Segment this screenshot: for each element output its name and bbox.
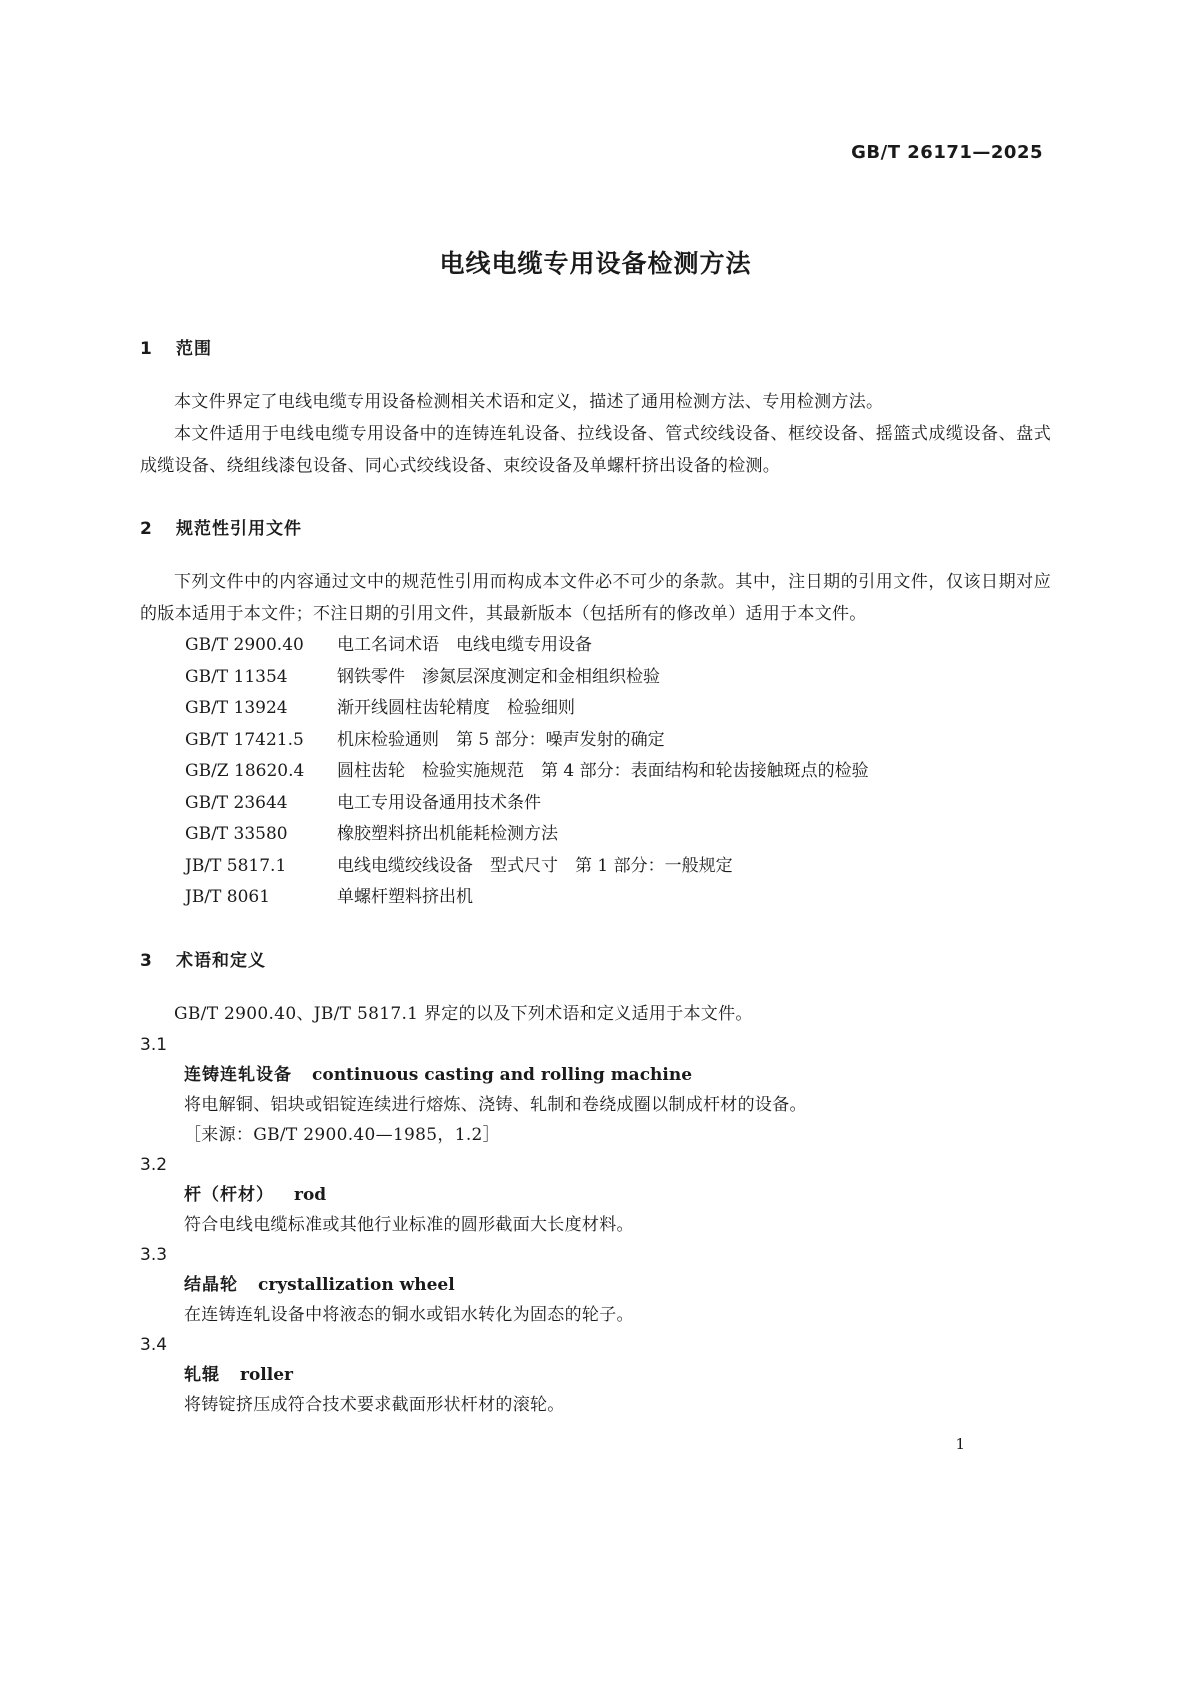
reference-item bbox=[140, 630, 1051, 662]
term-number: 3.4 bbox=[140, 1334, 168, 1355]
term-entry bbox=[140, 1240, 1051, 1330]
scope-paragraph: 本文件适用于电线电缆专用设备中的连铸连轧设备、拉线设备、管式绞线设备、框绞设备、摇篮式成缆设备、盘式成缆设备、绕组线漆包设备、同心式绞线设备、束绞设备及单螺杆挤出设备的检测。 bbox=[140, 424, 1051, 476]
term-number: 3.2 bbox=[140, 1154, 168, 1175]
term-name bbox=[140, 1180, 1051, 1210]
term-name bbox=[140, 1060, 1051, 1090]
reference-title: 圆柱齿轮 检验实施规范 第 4 部分：表面结构和轮齿接触斑点的检验 bbox=[337, 761, 869, 781]
section-terms bbox=[140, 948, 1051, 1420]
reference-code: GB/T 11354 bbox=[185, 666, 288, 687]
term-definition: 将电解铜、铝块或铝锭连续进行熔炼、浇铸、轧制和卷绕成圈以制成杆材的设备。 bbox=[184, 1094, 807, 1115]
term-name-en: roller bbox=[240, 1364, 293, 1385]
term-name-en: continuous casting and rolling machine bbox=[312, 1064, 693, 1085]
section-title: 规范性引用文件 bbox=[176, 519, 302, 539]
reference-code: GB/Z 18620.4 bbox=[185, 761, 305, 781]
scope-paragraph: 本文件界定了电线电缆专用设备检测相关术语和定义，描述了通用检测方法、专用检测方法。 bbox=[174, 392, 884, 412]
reference-item bbox=[140, 662, 1051, 694]
reference-code: GB/T 2900.40 bbox=[185, 635, 304, 655]
page-number: 1 bbox=[955, 1435, 965, 1453]
reference-code: GB/T 17421.5 bbox=[185, 729, 304, 750]
reference-code: JB/T 8061 bbox=[185, 887, 271, 907]
term-entry bbox=[140, 1330, 1051, 1420]
term-definition: 在连铸连轧设备中将液态的铜水或铝水转化为固态的轮子。 bbox=[184, 1304, 634, 1325]
reference-item bbox=[140, 851, 1051, 883]
section-scope bbox=[140, 336, 1051, 482]
section-title: 术语和定义 bbox=[176, 950, 266, 971]
term-name-zh: 结晶轮 bbox=[184, 1274, 238, 1295]
reference-title: 电工专用设备通用技术条件 bbox=[337, 792, 541, 813]
term-name bbox=[140, 1270, 1051, 1300]
reference-title: 橡胶塑料挤出机能耗检测方法 bbox=[337, 824, 558, 844]
standard-number: GB/T 26171—2025 bbox=[851, 142, 1043, 163]
reference-list bbox=[140, 630, 1051, 914]
section-references bbox=[140, 516, 1051, 914]
term-name-zh: 轧辊 bbox=[184, 1364, 220, 1385]
reference-item bbox=[140, 725, 1051, 757]
term-number: 3.3 bbox=[140, 1244, 168, 1265]
reference-title: 渐开线圆柱齿轮精度 检验细则 bbox=[337, 698, 575, 718]
section-heading bbox=[140, 948, 1051, 974]
section-number: 2 bbox=[140, 519, 153, 539]
term-number: 3.1 bbox=[140, 1034, 168, 1055]
reference-item bbox=[140, 819, 1051, 851]
section-number: 3 bbox=[140, 950, 153, 971]
reference-title: 钢铁零件 渗氮层深度测定和金相组织检验 bbox=[337, 666, 660, 687]
term-name-en: crystallization wheel bbox=[258, 1274, 455, 1295]
document-body bbox=[140, 336, 1051, 1454]
reference-item bbox=[140, 882, 1051, 914]
term-source: ［来源：GB/T 2900.40—1985，1.2］ bbox=[184, 1124, 500, 1145]
reference-title: 单螺杆塑料挤出机 bbox=[337, 887, 473, 907]
reference-code: JB/T 5817.1 bbox=[185, 855, 287, 876]
reference-item bbox=[140, 756, 1051, 788]
references-intro: 下列文件中的内容通过文中的规范性引用而构成本文件必不可少的条款。其中，注日期的引用文件，仅该日期对应的版本适用于本文件；不注日期的引用文件，其最新版本（包括所有的修改单）适用于本文件。 bbox=[140, 572, 1051, 624]
page-title: 电线电缆专用设备检测方法 bbox=[439, 249, 752, 278]
reference-code: GB/T 13924 bbox=[185, 698, 288, 718]
term-entry bbox=[140, 1030, 1051, 1150]
reference-title: 电线电缆绞线设备 型式尺寸 第 1 部分：一般规定 bbox=[337, 855, 733, 876]
term-name-zh: 连铸连轧设备 bbox=[184, 1064, 292, 1085]
reference-title: 机床检验通则 第 5 部分：噪声发射的确定 bbox=[337, 729, 665, 750]
term-definition: 符合电线电缆标准或其他行业标准的圆形截面大长度材料。 bbox=[184, 1214, 634, 1235]
reference-code: GB/T 23644 bbox=[185, 792, 288, 813]
terms-intro: GB/T 2900.40、JB/T 5817.1 界定的以及下列术语和定义适用于本文件。 bbox=[174, 1003, 753, 1024]
term-name-zh: 杆（杆材） bbox=[184, 1184, 274, 1205]
section-heading bbox=[140, 336, 1051, 362]
section-heading bbox=[140, 516, 1051, 542]
term-entry bbox=[140, 1150, 1051, 1240]
term-definition: 将铸锭挤压成符合技术要求截面形状杆材的滚轮。 bbox=[184, 1394, 565, 1415]
reference-item bbox=[140, 693, 1051, 725]
reference-code: GB/T 33580 bbox=[185, 824, 288, 844]
section-number: 1 bbox=[140, 339, 153, 359]
reference-title: 电工名词术语 电线电缆专用设备 bbox=[337, 635, 592, 655]
reference-item bbox=[140, 788, 1051, 820]
term-name-en: rod bbox=[294, 1184, 327, 1205]
section-title: 范围 bbox=[176, 339, 212, 359]
term-name bbox=[140, 1360, 1051, 1390]
